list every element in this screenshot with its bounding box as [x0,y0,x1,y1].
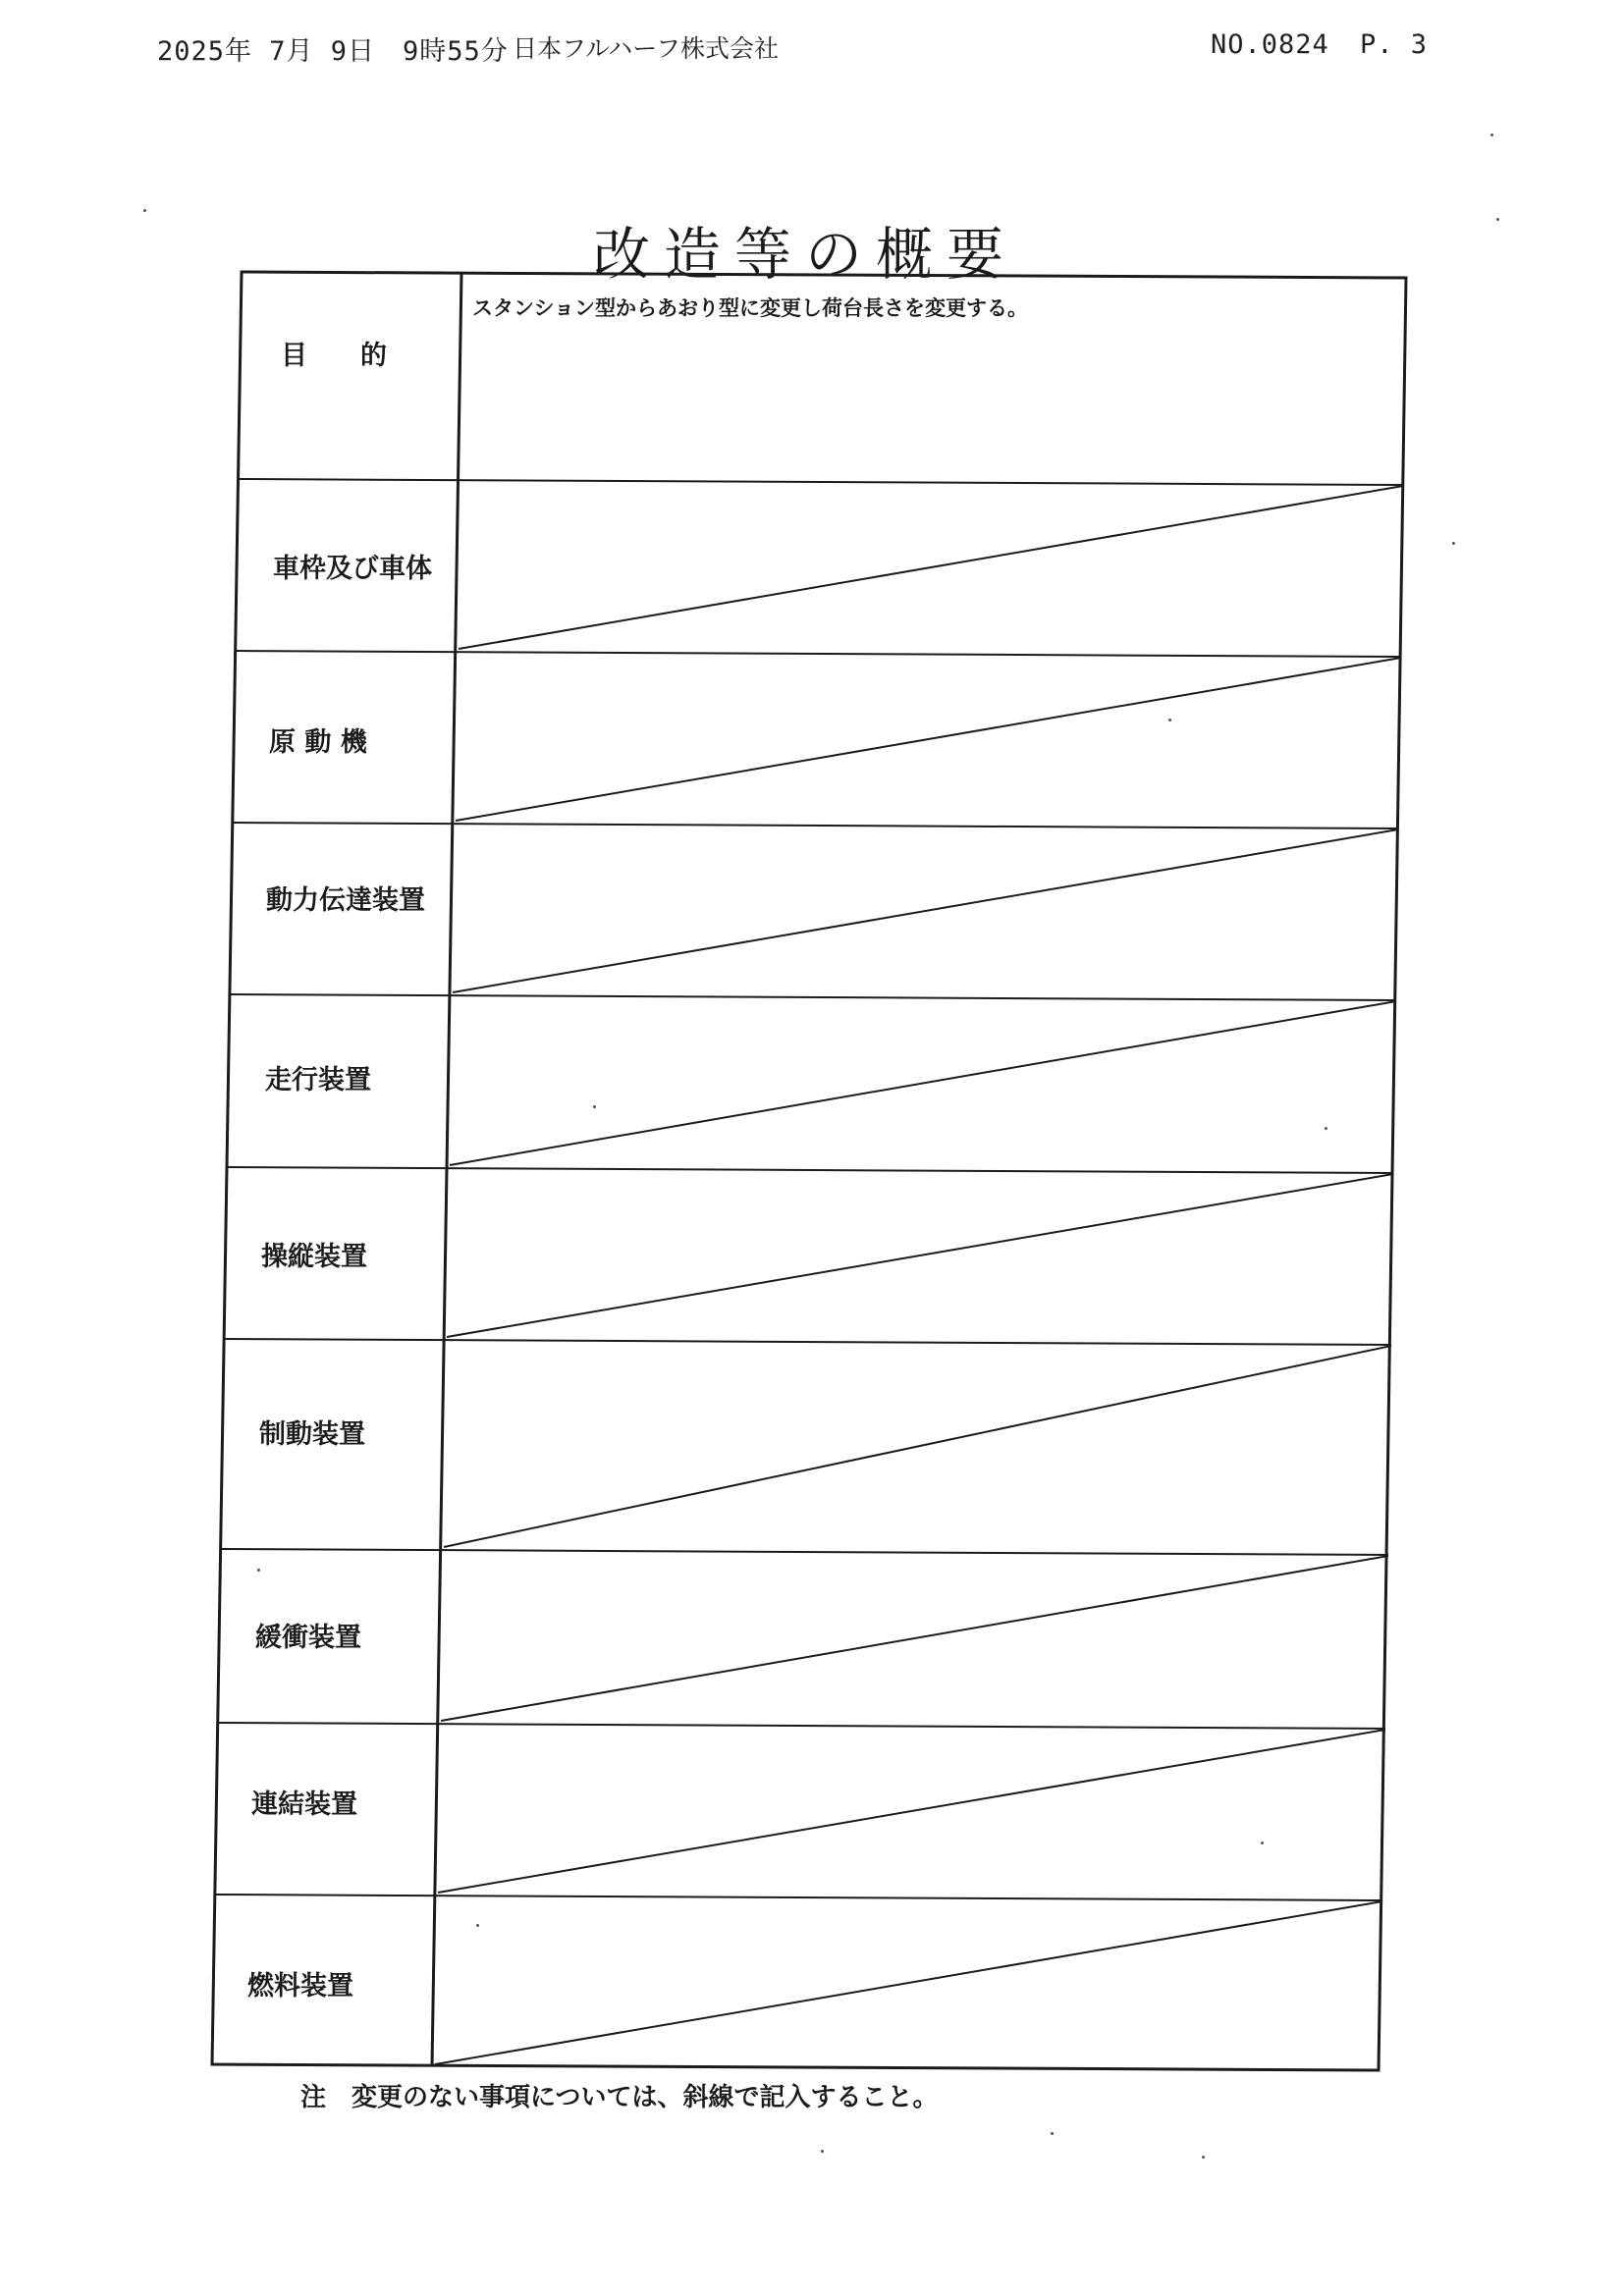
strike-diagonal-steering [447,1174,1393,1337]
strike-diagonal-frame-body [459,486,1403,649]
scan-speck [476,1924,479,1927]
table-outer-border [212,272,1406,2070]
row-label-power-transmission: 動力伝達装置 [266,885,425,916]
row-separator [237,651,1401,657]
row-separator [240,479,1403,485]
row-label-coupling: 連結装置 [251,1789,357,1820]
fax-date-time: 2025年 7月 9日 9時55分 [157,36,509,67]
row-label-running-gear: 走行装置 [265,1065,371,1095]
scan-speck [821,2150,824,2153]
row-separator [231,994,1396,1000]
fax-page-number: P. 3 [1360,29,1429,60]
scan-speck [1261,1842,1264,1844]
row-label-purpose: 目 的 [281,341,387,371]
row-label-engine: 原 動 機 [269,727,367,758]
fax-number: NO.0824 [1211,29,1329,60]
scan-speck [1452,542,1455,545]
strike-diagonal-power-train [453,829,1398,992]
strike-diagonal-engine [456,658,1401,821]
footnote: 注 変更のない事項については、斜線で記入すること。 [300,2083,939,2112]
row-separator [228,1167,1393,1173]
document-title: 改造等の概要 [592,221,1017,288]
scan-speck [1202,2156,1205,2159]
scan-speck [1496,218,1499,221]
scan-speck [1168,719,1171,721]
row-separator [216,1895,1382,1900]
row-separator [219,1723,1385,1729]
strike-diagonal-suspension [441,1556,1388,1721]
purpose-description: スタンション型からあおり型に変更し荷台長さを変更する。 [472,296,1029,320]
row-label-suspension: 緩衝装置 [255,1623,361,1653]
strike-diagonal-brakes [444,1346,1391,1547]
scan-speck [1325,1127,1327,1130]
strike-diagonal-fuel [435,1901,1382,2064]
fax-sender-company: 日本フルハーフ株式会社 [513,34,780,63]
row-separator [225,1339,1391,1345]
scan-speck [143,209,146,212]
scan-speck [593,1105,596,1108]
row-label-steering: 操縦装置 [261,1242,367,1272]
strike-diagonal-coupling [438,1730,1385,1893]
row-label-fuel: 燃料装置 [247,1971,353,2002]
strike-diagonal-running-gear [450,1001,1396,1165]
scan-speck [1490,133,1493,136]
scan-speck [257,1569,260,1572]
scan-speck [1051,2132,1054,2135]
row-separator [222,1549,1388,1555]
row-label-brakes: 制動装置 [259,1419,365,1450]
row-label-frame-and-body: 車枠及び車体 [273,554,432,584]
row-separator [234,823,1398,828]
